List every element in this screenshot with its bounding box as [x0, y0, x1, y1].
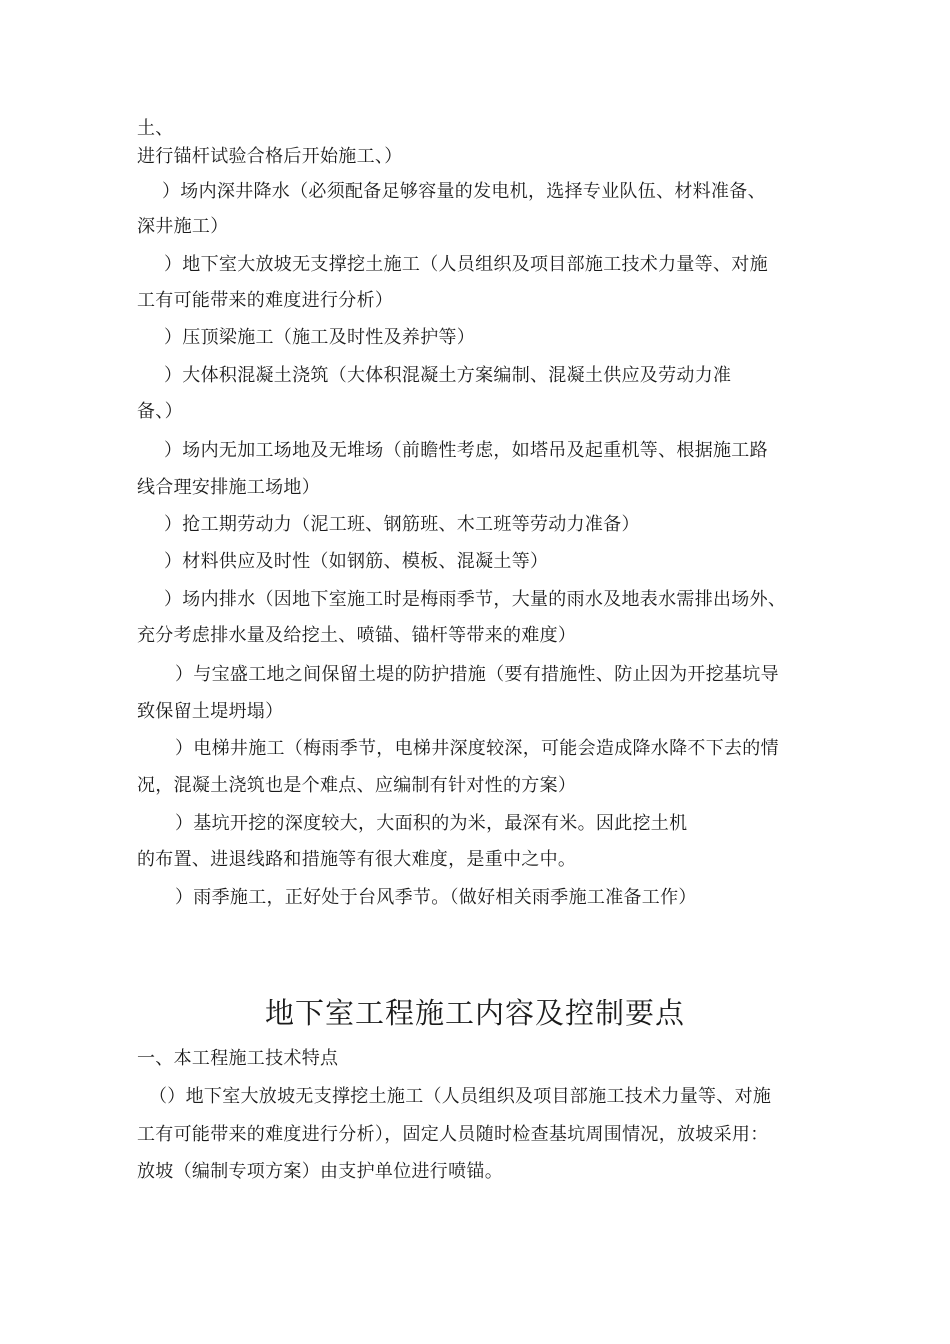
text-line: 备、）: [137, 401, 183, 422]
text-line: ）抢工期劳动力（泥工班、钢筋班、木工班等劳动力准备）: [164, 514, 640, 535]
text-line: ）地下室大放坡无支撑挖土施工（人员组织及项目部施工技术力量等、对施: [164, 254, 768, 275]
text-line: 进行锚杆试验合格后开始施工、）: [137, 146, 403, 167]
text-line: 的布置、进退线路和措施等有很大难度，是重中之中。: [137, 849, 577, 870]
text-line: ）材料供应及时性（如钢筋、模板、混凝土等）: [164, 551, 549, 572]
text-line: 工有可能带来的难度进行分析）: [137, 290, 394, 311]
text-line: ）压顶梁施工（施工及时性及养护等）: [164, 327, 476, 348]
text-line: 致保留土堤坍塌）: [137, 701, 284, 722]
text-line: ）与宝盛工地之间保留土堤的防护措施（要有措施性、防止因为开挖基坑导: [175, 664, 779, 685]
text-line: ）大体积混凝土浇筑（大体积混凝土方案编制、混凝土供应及劳动力准: [164, 365, 732, 386]
text-line: 深井施工）: [137, 216, 229, 237]
section-title: 地下室工程施工内容及控制要点: [264, 996, 685, 1030]
text-line: 充分考虑排水量及给挖土、喷锚、锚杆等带来的难度）: [137, 625, 577, 646]
text-line: 工有可能带来的难度进行分析），固定人员随时检查基坑周围情况，放坡采用：: [137, 1124, 769, 1145]
text-line: ）场内深井降水（必须配备足够容量的发电机，选择专业队伍、材料准备、: [162, 181, 766, 202]
text-line: ）电梯井施工（梅雨季节，电梯井深度较深，可能会造成降水降不下去的情: [175, 738, 779, 759]
text-line: （）地下室大放坡无支撑挖土施工（人员组织及项目部施工技术力量等、对施: [149, 1086, 772, 1107]
section-heading: 一、本工程施工技术特点: [137, 1048, 339, 1069]
text-line: 线合理安排施工场地）: [137, 477, 320, 498]
text-line: 放坡（编制专项方案）由支护单位进行喷锚。: [137, 1161, 503, 1182]
text-line: ）场内无加工场地及无堆场（前瞻性考虑，如塔吊及起重机等、根据施工路: [164, 440, 768, 461]
text-line: ）基坑开挖的深度较大，大面积的为米，最深有米。因此挖土机: [175, 813, 688, 834]
text-line: 况，混凝土浇筑也是个难点、应编制有针对性的方案）: [137, 775, 577, 796]
text-line: ）雨季施工，正好处于台风季节。（做好相关雨季施工准备工作）: [175, 887, 697, 908]
text-line: ）场内排水（因地下室施工时是梅雨季节，大量的雨水及地表水需排出场外、: [164, 589, 787, 610]
text-line: 土、: [137, 118, 174, 139]
